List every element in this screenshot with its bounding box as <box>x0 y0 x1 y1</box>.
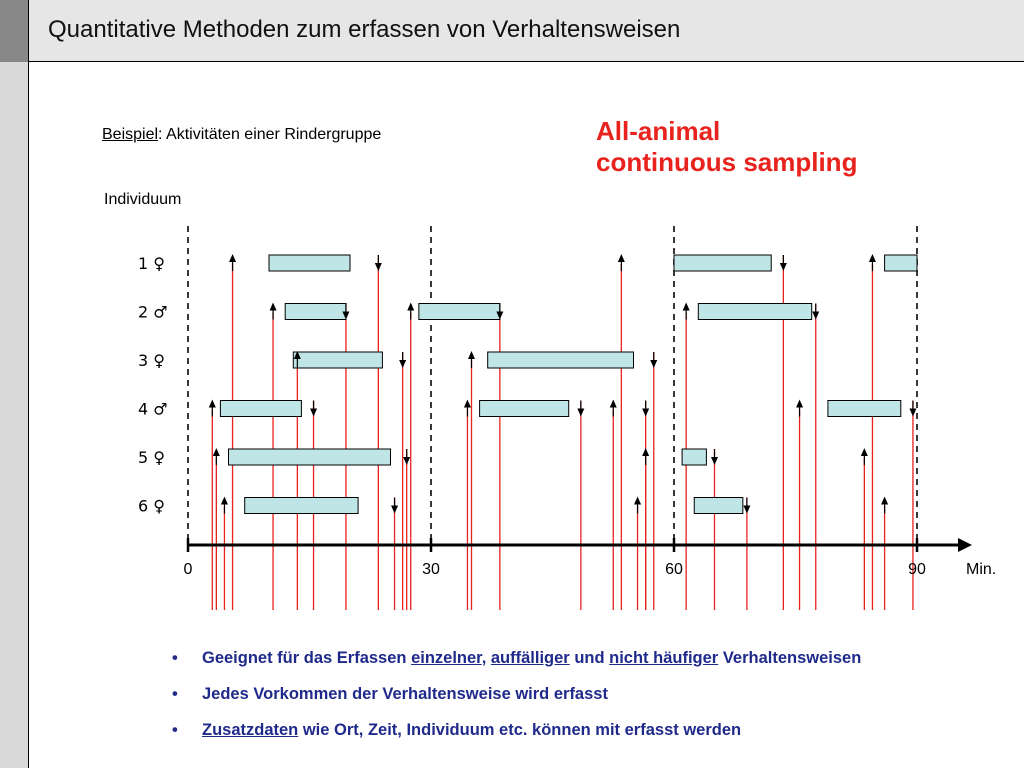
end-arrow-icon <box>399 360 406 368</box>
bullet-text: , <box>481 649 491 667</box>
start-arrow-icon <box>270 303 277 311</box>
behavior-bout-bar <box>828 401 901 417</box>
start-arrow-icon <box>229 254 236 262</box>
end-arrow-icon <box>391 506 398 514</box>
bullet-emphasis: auffälliger <box>490 649 570 667</box>
end-arrow-icon <box>743 506 750 514</box>
start-arrow-icon <box>209 400 216 408</box>
behavior-bout-bar <box>245 498 358 514</box>
bullet-emphasis: einzelner <box>411 649 482 667</box>
end-arrow-icon <box>650 360 657 368</box>
behavior-bout-bar <box>694 498 743 514</box>
example-label: Beispiel <box>102 126 159 143</box>
behavior-bout-bar <box>229 449 391 465</box>
slide-title: Quantitative Methoden zum erfassen von Verhaltensweisen <box>48 16 681 43</box>
start-arrow-icon <box>881 497 888 505</box>
behavior-bout-bar <box>269 255 350 271</box>
bullet-emphasis: Zusatzdaten <box>202 721 299 739</box>
time-axis-tick-label: 30 <box>422 561 440 578</box>
bullet-item <box>170 640 861 676</box>
time-axis-unit-label: Min. <box>966 561 997 578</box>
behavior-bout-bar <box>682 449 706 465</box>
start-arrow-icon <box>796 400 803 408</box>
time-axis-tick-label: 90 <box>908 561 926 578</box>
end-arrow-icon <box>310 409 317 417</box>
end-arrow-icon <box>780 263 787 271</box>
behavior-bout-bar <box>674 255 771 271</box>
bullet-item <box>170 676 861 712</box>
bullet-text: und <box>569 649 610 667</box>
end-arrow-icon <box>812 312 819 320</box>
start-arrow-icon <box>634 497 641 505</box>
start-arrow-icon <box>468 351 475 359</box>
time-axis-tick-label: 60 <box>665 561 683 578</box>
individual-label: 6 ♀ <box>138 496 165 516</box>
end-arrow-icon <box>577 409 584 417</box>
start-arrow-icon <box>869 254 876 262</box>
bullet-text: Jedes Vorkommen der Verhaltensweise wird erfasst <box>202 685 608 703</box>
behavior-bout-bar <box>698 304 811 320</box>
individual-label: 4 ♂ <box>138 399 168 419</box>
bullet-text: Verhaltensweisen <box>718 649 862 667</box>
bullet-emphasis: nicht häufiger <box>609 649 719 667</box>
start-arrow-icon <box>407 303 414 311</box>
bullet-text: wie Ort, Zeit, Individuum etc. können mit erfasst werden <box>298 721 742 739</box>
end-arrow-icon <box>711 457 718 465</box>
start-arrow-icon <box>683 303 690 311</box>
behavior-bout-bar <box>480 401 569 417</box>
start-arrow-icon <box>618 254 625 262</box>
start-arrow-icon <box>610 400 617 408</box>
y-axis-label: Individuum <box>104 191 182 208</box>
start-arrow-icon <box>642 448 649 456</box>
individual-label: 1 ♀ <box>138 254 165 273</box>
bullet-text: Geeignet für das Erfassen <box>202 649 412 667</box>
behavior-bout-bar <box>419 304 500 320</box>
behavior-bout-bar <box>488 352 634 368</box>
bullet-item <box>170 712 861 748</box>
individual-label: 3 ♀ <box>138 351 165 370</box>
behavior-bout-bar <box>885 255 917 271</box>
bullet-list <box>170 640 861 748</box>
start-arrow-icon <box>221 497 228 505</box>
method-title-line2: continuous sampling <box>596 147 858 177</box>
method-title-line1: All-animal <box>596 116 721 146</box>
end-arrow-icon <box>403 457 410 465</box>
individual-label: 2 ♂ <box>138 302 168 322</box>
individual-label: 5 ♀ <box>138 448 165 467</box>
start-arrow-icon <box>464 400 471 408</box>
end-arrow-icon <box>375 263 382 271</box>
time-axis-tick-label: 0 <box>183 561 193 578</box>
time-axis-arrow-icon <box>958 538 972 552</box>
behavior-bout-bar <box>220 401 301 417</box>
behavior-bout-bar <box>285 304 346 320</box>
example-text: : Aktivitäten einer Rindergruppe <box>158 126 382 143</box>
start-arrow-icon <box>861 448 868 456</box>
end-arrow-icon <box>642 409 649 417</box>
behavior-bout-bar <box>293 352 382 368</box>
start-arrow-icon <box>213 448 220 456</box>
end-arrow-icon <box>909 409 916 417</box>
